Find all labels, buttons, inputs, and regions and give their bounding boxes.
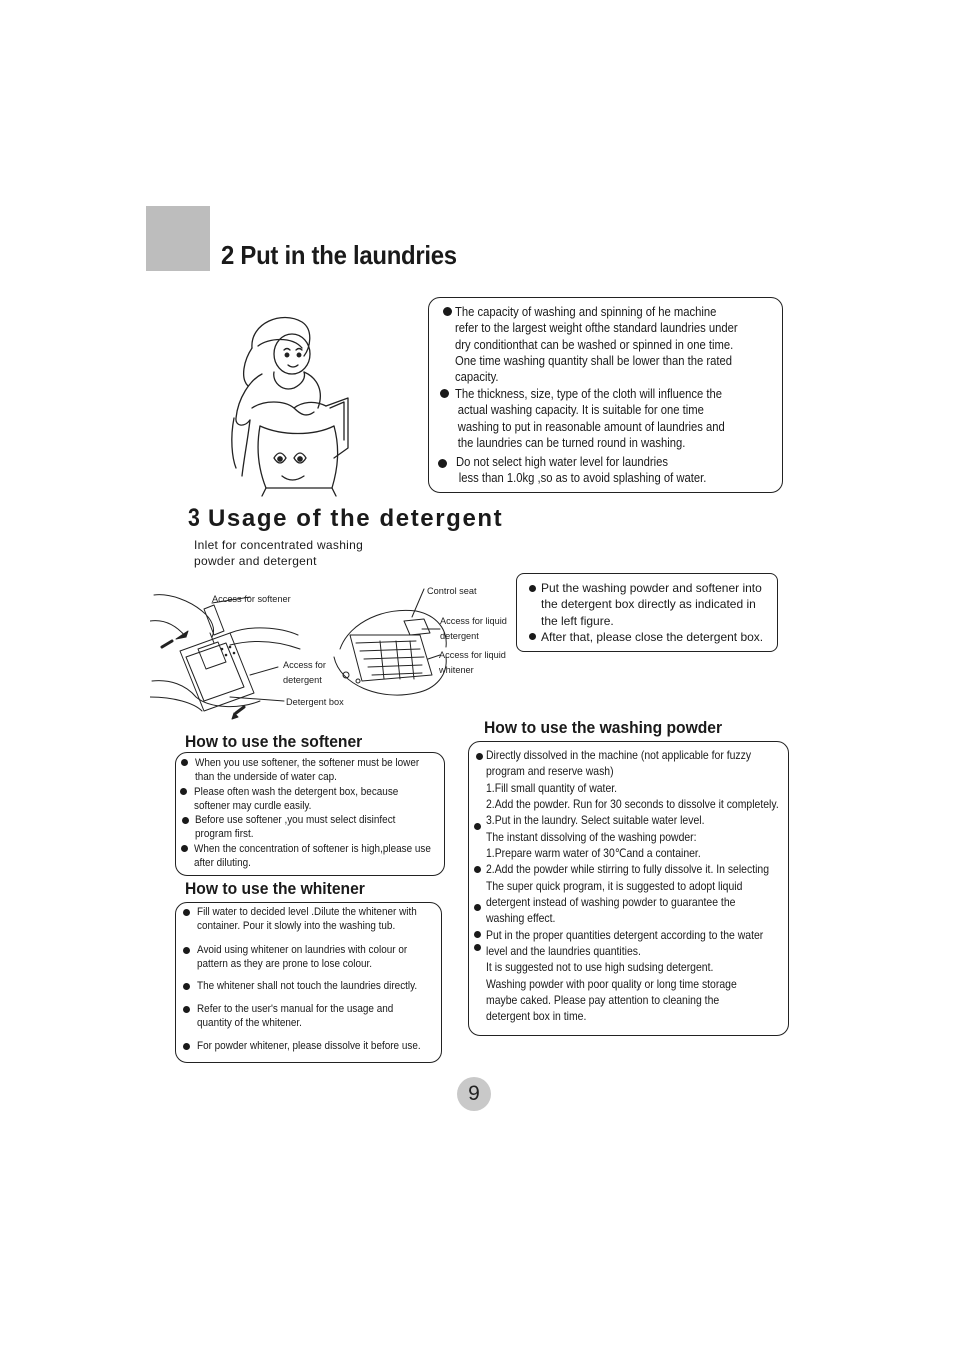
woman-loading-washer-illustration — [222, 308, 354, 498]
inlet-caption: Inlet for concentrated washing powder and detergent — [194, 538, 364, 568]
bullet-dot — [474, 944, 481, 951]
whitener-item-2: Avoid using whitener on laundries with colour or pattern as they are prone to lose colour. — [197, 944, 408, 971]
label-control-seat: Control seat — [427, 586, 477, 596]
washing-powder-heading: How to use the washing powder — [484, 718, 723, 737]
section-3-title: Usage of the detergent — [208, 505, 504, 532]
bullet-dot — [181, 845, 188, 852]
bullet-dot — [181, 759, 188, 766]
label-detergent-access: Access for detergent — [283, 660, 326, 685]
bullet-dot — [183, 983, 190, 990]
washing-powder-line: The super quick program, it is suggested to adopt liquid — [486, 880, 743, 893]
bullet-dot — [529, 633, 536, 640]
washing-powder-line: detergent instead of washing powder to guarantee the — [486, 896, 736, 909]
washing-powder-line: maybe caked. Please pay attention to cleaning the — [486, 994, 720, 1007]
bullet-dot — [474, 904, 481, 911]
section-2-title: 2 Put in the laundries — [221, 240, 457, 270]
washing-powder-line: 2.Add the powder while stirring to fully dissolve it. In selecting — [486, 863, 770, 876]
bullet-dot — [438, 459, 447, 468]
label-liquid-whitener: Access for liquid whitener — [439, 650, 506, 675]
bullet-dot — [474, 931, 481, 938]
washing-powder-line: 3.Put in the laundry. Select suitable water level. — [486, 814, 705, 827]
bullet-dot — [183, 909, 190, 916]
capacity-note: The capacity of washing and spinning of he machine refer to the largest weight ofthe standard laundries under dry conditionthat can be washed or spinned in one time. One time washing quantity shall be lower than the rated capacity. — [455, 305, 738, 385]
label-liquid-detergent: Access for liquid detergent — [440, 616, 507, 641]
whitener-item-4: Refer to the user's manual for the usage and quantity of the whitener. — [197, 1003, 394, 1030]
washing-powder-line: Directly dissolved in the machine (not applicable for fuzzy — [486, 749, 752, 762]
bullet-dot — [476, 753, 483, 760]
bullet-dot — [474, 866, 481, 873]
bullet-dot — [182, 817, 189, 824]
whitener-item-3: The whitener shall not touch the laundries directly. — [197, 980, 418, 992]
bullet-dot — [183, 947, 190, 954]
washing-powder-line: 2.Add the powder. Run for 30 seconds to dissolve it completely. — [486, 798, 779, 811]
bullet-dot — [180, 788, 187, 795]
bullet-dot — [440, 389, 449, 398]
whitener-heading: How to use the whitener — [185, 879, 365, 898]
bullet-dot — [183, 1006, 190, 1013]
cloth-thickness-note: The thickness, size, type of the cloth will influence the actual washing capacity. It is suitable for one time washing to put in reasonable amount of laundries and the laundries can be turned round in washing. — [455, 387, 725, 450]
washing-powder-line: Washing powder with poor quality or long time storage — [486, 978, 737, 991]
bullet-dot — [529, 585, 536, 592]
bullet-dot — [443, 307, 452, 316]
whitener-item-1: Fill water to decided level .Dilute the whitener with container. Pour it slowly into the washing tub. — [197, 906, 417, 933]
section-marker-block — [146, 206, 210, 271]
softener-heading: How to use the softener — [185, 732, 363, 751]
detergent-instruction-2: After that, please close the detergent box. — [541, 630, 764, 644]
section-3-number: 3 — [188, 504, 200, 532]
softener-item-4: When the concentration of softener is high,please use after diluting. — [194, 843, 431, 870]
whitener-item-5: For powder whitener, please dissolve it before use. — [197, 1040, 421, 1052]
washing-powder-line: The instant dissolving of the washing powder: — [486, 831, 697, 844]
bullet-dot — [183, 1043, 190, 1050]
washing-powder-line: Put in the proper quantities detergent according to the water — [486, 929, 764, 942]
detergent-instruction-1: Put the washing powder and softener into the detergent box directly as indicated in the left figure. — [541, 581, 762, 628]
washing-powder-line: 1.Fill small quantity of water. — [486, 782, 618, 795]
washing-powder-line: program and reserve wash) — [486, 765, 614, 778]
bullet-dot — [474, 823, 481, 830]
softener-item-2: Please often wash the detergent box, because softener may curdle easily. — [194, 786, 399, 813]
washing-powder-line: It is suggested not to use high sudsing detergent. — [486, 961, 714, 974]
label-softener-access: Access for softener — [212, 594, 291, 604]
softener-item-3: Before use softener ,you must select disinfect program first. — [195, 814, 396, 841]
label-detergent-box: Detergent box — [286, 697, 344, 707]
washing-powder-line: level and the laundries quantities. — [486, 945, 641, 958]
softener-item-1: When you use softener, the softener must be lower than the underside of water cap. — [195, 757, 420, 784]
page-number: 9 — [457, 1077, 491, 1111]
washing-powder-line: detergent box in time. — [486, 1010, 587, 1023]
water-level-note: Do not select high water level for laundries less than 1.0kg ,so as to avoid splashing of water. — [456, 455, 707, 486]
washing-powder-line: 1.Prepare warm water of 30℃and a container. — [486, 847, 701, 860]
washing-powder-line: washing effect. — [486, 912, 556, 925]
